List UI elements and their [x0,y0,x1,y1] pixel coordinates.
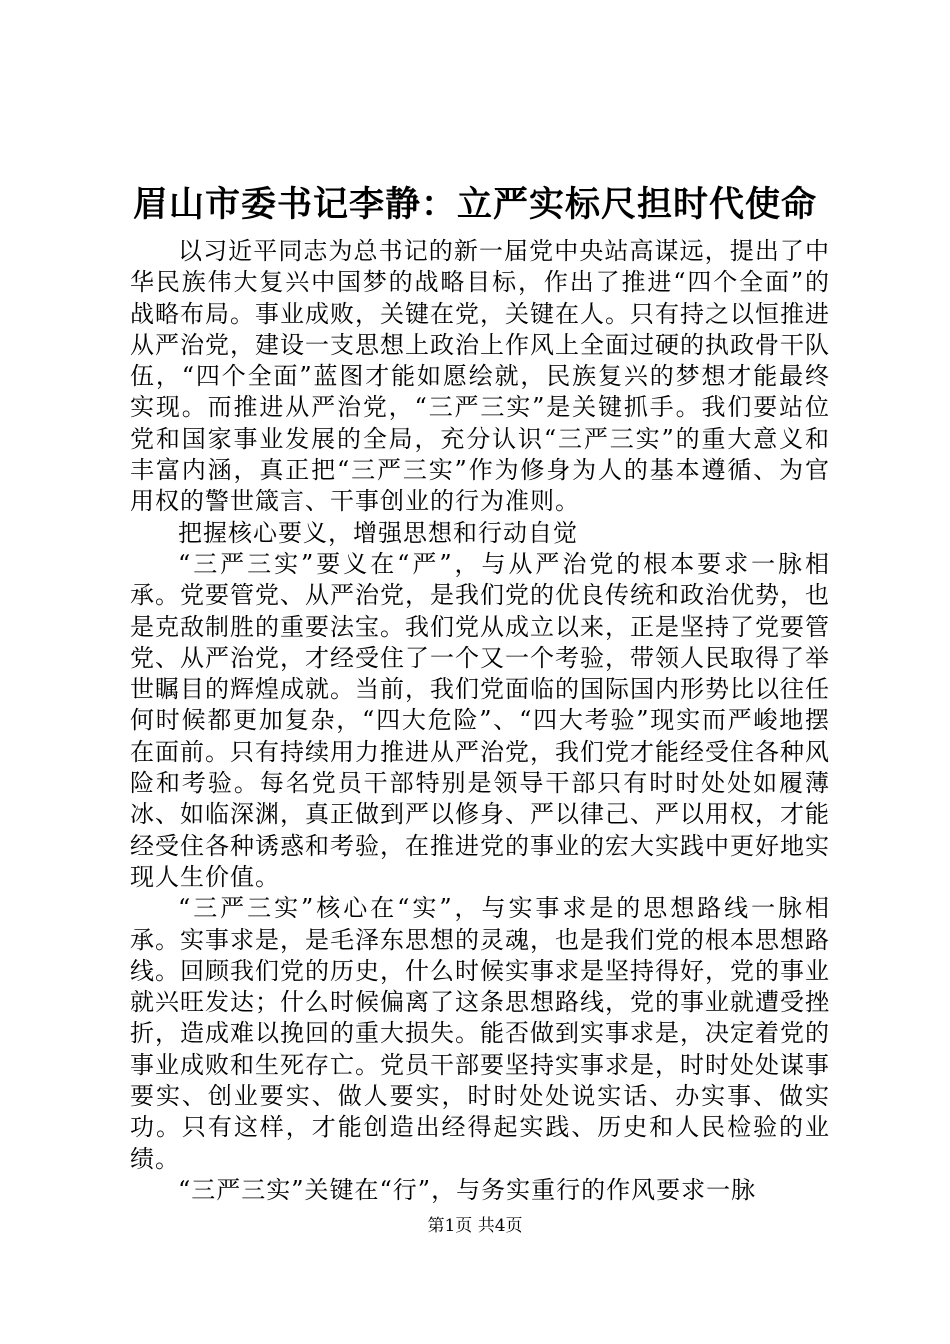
page-footer: 第1页 共4页 [427,1216,523,1236]
paragraph: 以习近平同志为总书记的新一届党中央站高谋远，提出了中华民族伟大复兴中国梦的战略目标，作出了推进“四个全面”的战略布局。事业成败，关键在党，关键在人。只有持之以恒推进从严治党，建设一支思想上政治上作风上全面过硬的执政骨干队伍，“四个全面”蓝图才能如愿绘就，民族复兴的梦想才能最终实现。而推进从严治党，“三严三实”是关键抓手。我们要站位党和国家事业发展的全局，充分认识“三严三实”的重大意义和丰富内涵，真正把“三严三实”作为修身为人的基本遵循、为官用权的警世箴言、干事创业的行为准则。 [130,237,830,516]
paragraph: “三严三实”核心在“实”，与实事求是的思想路线一脉相承。实事求是，是毛泽东思想的灵魂，也是我们党的根本思想路线。回顾我们党的历史，什么时候实事求是坚持得好，党的事业就兴旺发达；什么时候偏离了这条思想路线，党的事业就遭受挫折，造成难以挽回的重大损失。能否做到实事求是，决定着党的事业成败和生死存亡。党员干部要坚持实事求是，时时处处谋事要实、创业要实、做人要实，时时处处说实话、办实事、做实功。只有这样，才能创造出经得起实践、历史和人民检验的业绩。 [130,894,830,1173]
document-body [130,236,830,1206]
document-title: 眉山市委书记李静：立严实标尺担时代使命 [132,184,817,225]
paragraph: “三严三实”要义在“严”，与从严治党的根本要求一脉相承。党要管党、从严治党，是我们党的优良传统和政治优势，也是克敌制胜的重要法宝。我们党从成立以来，正是坚持了党要管党、从严治党，才经受住了一个又一个考验，带领人民取得了举世瞩目的辉煌成就。当前，我们党面临的国际国内形势比以往任何时候都更加复杂，“四大危险”、“四大考验”现实而严峻地摆在面前。只有持续用力推进从严治党，我们党才能经受住各种风险和考验。每名党员干部特别是领导干部只有时时处处如履薄冰、如临深渊，真正做到严以修身、严以律己、严以用权，才能经受住各种诱惑和考验，在推进党的事业的宏大实践中更好地实现人生价值。 [130,549,830,891]
paragraph: “三严三实”关键在“行”，与务实重行的作风要求一脉 [178,1175,757,1204]
section-heading: 把握核心要义，增强思想和行动自觉 [178,518,578,547]
